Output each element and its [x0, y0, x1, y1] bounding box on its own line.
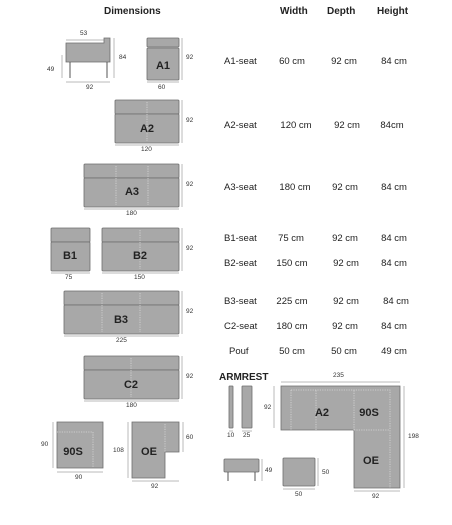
module-label: A1 — [155, 60, 171, 72]
row-width: 75 cm — [278, 233, 304, 244]
row-name: A1-seat — [224, 56, 257, 67]
row-height: 84 cm — [381, 56, 407, 67]
row-width: 60 cm — [279, 56, 305, 67]
combo-label-oe: OE — [363, 455, 379, 467]
dim-label: 92 — [186, 373, 194, 380]
dim-label: 53 — [80, 30, 88, 37]
dim-label: 60 — [186, 434, 194, 441]
module-b3 — [64, 291, 182, 336]
row-depth: 92 cm — [333, 296, 359, 307]
dim-label: 150 — [134, 274, 145, 281]
dim-label: 120 — [141, 146, 152, 153]
dim-label: 49 — [265, 467, 273, 474]
module-a2 — [115, 100, 182, 145]
row-width: 50 cm — [279, 346, 305, 357]
dim-label: 92 — [86, 84, 94, 91]
side-profile — [62, 38, 114, 82]
row-width: 120 cm — [280, 120, 312, 131]
dimensions-header: Dimensions — [104, 6, 161, 17]
dim-label: 25 — [243, 432, 251, 439]
module-a1 — [147, 38, 182, 82]
row-width: 180 cm — [279, 182, 311, 193]
dim-label: 92 — [186, 54, 194, 61]
row-depth: 92 cm — [331, 56, 357, 67]
dim-label: 180 — [126, 402, 137, 409]
row-name: B2-seat — [224, 258, 257, 269]
row-height: 84 cm — [383, 296, 409, 307]
module-label: B2 — [132, 250, 148, 262]
width-header: Width — [280, 6, 308, 17]
module-b2 — [102, 228, 182, 273]
module-label: B1 — [62, 250, 78, 262]
module-90s — [53, 422, 103, 472]
row-depth: 92 cm — [332, 233, 358, 244]
dim-label: 92 — [151, 483, 159, 490]
dim-label: 10 — [227, 432, 235, 439]
module-label: B3 — [113, 314, 129, 326]
row-width: 180 cm — [276, 321, 308, 332]
row-name: A3-seat — [224, 182, 257, 193]
dim-label: 90 — [75, 474, 83, 481]
row-name: Pouf — [229, 346, 249, 357]
module-label: OE — [141, 446, 157, 458]
dim-label: 90 — [41, 441, 49, 448]
module-a3 — [84, 164, 182, 209]
dim-label: 50 — [295, 491, 303, 498]
row-depth: 92 cm — [332, 321, 358, 332]
row-height: 49 cm — [381, 346, 407, 357]
dim-label: 92 — [186, 117, 194, 124]
dim-label: 92 — [372, 493, 380, 500]
row-name: C2-seat — [224, 321, 258, 332]
dim-label: 50 — [322, 469, 330, 476]
dim-label: 198 — [408, 433, 419, 440]
row-height: 84cm — [380, 120, 404, 131]
row-height: 84 cm — [381, 182, 407, 193]
armrest-heading: ARMREST — [219, 372, 269, 383]
row-width: 225 cm — [276, 296, 308, 307]
dim-label: 75 — [65, 274, 73, 281]
module-b1 — [51, 228, 90, 273]
row-width: 150 cm — [276, 258, 308, 269]
module-oe — [128, 422, 183, 481]
height-header: Height — [377, 6, 409, 17]
row-depth: 92 cm — [332, 182, 358, 193]
row-height: 84 cm — [381, 258, 407, 269]
dim-label: 84 — [119, 54, 127, 61]
row-height: 84 cm — [381, 233, 407, 244]
depth-header: Depth — [327, 6, 356, 17]
combo-label-90s: 90S — [359, 407, 379, 419]
row-name: B1-seat — [224, 233, 257, 244]
dim-label: 180 — [126, 210, 137, 217]
row-name: B3-seat — [224, 296, 257, 307]
dim-label: 225 — [116, 337, 127, 344]
pouf-side — [224, 459, 262, 481]
row-depth: 92 cm — [333, 258, 359, 269]
pouf-top — [283, 458, 318, 489]
row-depth: 92 cm — [334, 120, 360, 131]
dim-label: 92 — [186, 308, 194, 315]
module-c2 — [84, 356, 182, 401]
module-label: A2 — [139, 123, 155, 135]
dim-label: 49 — [47, 66, 55, 73]
dim-label: 92 — [264, 404, 272, 411]
combo-label-a2: A2 — [314, 407, 330, 419]
module-label: A3 — [124, 186, 140, 198]
dim-label: 235 — [333, 372, 344, 379]
module-label: 90S — [63, 446, 83, 458]
row-name: A2-seat — [224, 120, 257, 131]
dim-label: 60 — [158, 84, 166, 91]
dim-label: 92 — [186, 245, 194, 252]
module-label: C2 — [123, 379, 139, 391]
row-depth: 50 cm — [331, 346, 357, 357]
row-height: 84 cm — [381, 321, 407, 332]
dim-label: 92 — [186, 181, 194, 188]
dim-label: 108 — [113, 447, 124, 454]
